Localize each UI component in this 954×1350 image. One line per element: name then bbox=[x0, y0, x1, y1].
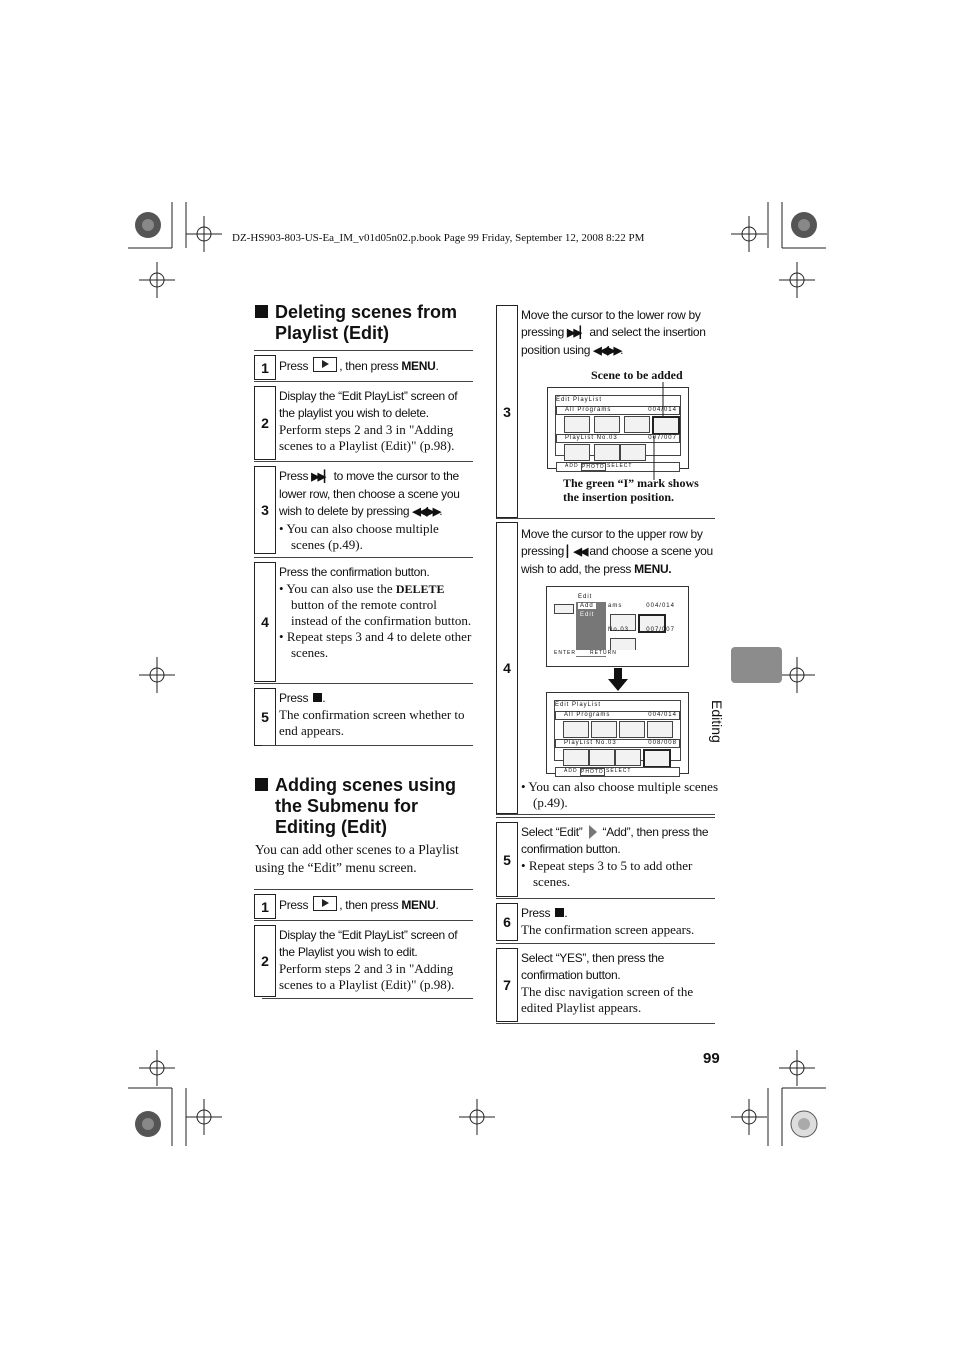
divider bbox=[496, 1023, 715, 1024]
rewind-forward-icon: ◀◀/▶▶ bbox=[412, 506, 440, 518]
add-step-3: 3 Move the cursor to the lower row by pressing ▶▶▏ and select the insertion position using ◀◀/▶▶. bbox=[496, 303, 715, 518]
step4-bullet: • You can also choose multiple scenes (p.49). bbox=[521, 779, 719, 810]
square-bullet-icon bbox=[255, 305, 268, 318]
arrow-right-icon bbox=[589, 825, 597, 839]
page-number: 99 bbox=[703, 1050, 720, 1067]
caption-scene-to-add: Scene to be added bbox=[591, 368, 683, 382]
add-step-5: 5 Select “Edit” “Add”, then press the confirmation button. • Repeat steps 3 to 5 to add other scenes. bbox=[496, 817, 715, 897]
divider bbox=[496, 518, 715, 519]
delete-step-4: 4 Press the confirmation button. • You can also use the DELETE button of the remote control instead of the confirmation button. • Repeat steps 3 and 4 to delete other scenes. bbox=[254, 557, 473, 682]
delete-step-5: 5 Press . The confirmation screen whether to end appears. bbox=[254, 683, 473, 746]
play-button-icon bbox=[313, 357, 337, 372]
add-section-title: Adding scenes using the Submenu for Editing (Edit) bbox=[255, 775, 475, 841]
callout-lines bbox=[610, 380, 710, 490]
edit-menu-screen: Edit Add Edit ams 004/014 No.03 007/007 ENTER RETURN bbox=[546, 586, 689, 667]
rewind-forward-icon: ◀◀/▶▶ bbox=[593, 345, 621, 357]
stop-icon bbox=[313, 693, 322, 702]
add-step-1: 1 Press , then press MENU. bbox=[254, 889, 473, 919]
down-arrow-icon bbox=[608, 668, 628, 692]
edit-playlist-screen-2: Edit PlayList All Programs 004/014 PlayList No.03 008/008 ADD PHOTO SELECT bbox=[546, 692, 689, 774]
add-step-6: 6 Press . The confirmation screen appears. bbox=[496, 898, 715, 941]
caption-insertion-mark: The green “I” mark shows the insertion position. bbox=[563, 476, 699, 504]
chapter-tab bbox=[731, 647, 782, 683]
skip-back-icon: ▏◀◀ bbox=[567, 546, 587, 558]
skip-forward-icon: ▶▶▏ bbox=[311, 471, 331, 483]
add-intro: You can add other scenes to a Playlist using the “Edit” menu screen. bbox=[255, 842, 459, 875]
play-button-icon bbox=[313, 896, 337, 911]
edit-playlist-screen-1: Edit PlayList All Programs 004/014 PlayList No.03 007/007 ADD PHOTO SELECT bbox=[547, 387, 689, 469]
delete-step-3: 3 Press ▶▶▏ to move the cursor to the lower row, then choose a scene you wish to delete by pressing ◀◀/▶▶. • You can also choose multiple scenes (p.49). bbox=[254, 461, 473, 554]
divider bbox=[496, 814, 715, 815]
delete-step-2: 2 Display the “Edit PlayList” screen of the playlist you wish to delete. Perform steps 2 and 3 in "Adding scenes to a Playlist (Edit)" (p.98). bbox=[254, 381, 473, 460]
book-header: DZ-HS903-803-US-Ea_IM_v01d05n02.p.book Page 99 Friday, September 12, 2008 8:22 PM bbox=[232, 232, 645, 244]
divider bbox=[262, 998, 473, 999]
add-step-4: 4 Move the cursor to the upper row by pressing ▏◀◀ and choose a scene you wish to add, the press MENU. bbox=[496, 520, 715, 814]
add-step-7: 7 Select “YES”, then press the confirmation button. The disc navigation screen of the edited Playlist appears. bbox=[496, 943, 715, 1022]
divider bbox=[262, 745, 473, 746]
skip-forward-icon: ▶▶▏ bbox=[567, 327, 587, 339]
add-step-2: 2 Display the “Edit PlayList” screen of the Playlist you wish to edit. Perform steps 2 and 3 in "Adding scenes to a Playlist (Edit)" (p.98). bbox=[254, 920, 473, 997]
side-tab-label: Editing bbox=[709, 700, 725, 743]
stop-icon bbox=[555, 908, 564, 917]
square-bullet-icon bbox=[255, 778, 268, 791]
delete-section-title: Deleting scenes from Playlist (Edit) bbox=[255, 302, 475, 346]
delete-step-1: 1 Press , then press MENU. bbox=[254, 350, 473, 380]
